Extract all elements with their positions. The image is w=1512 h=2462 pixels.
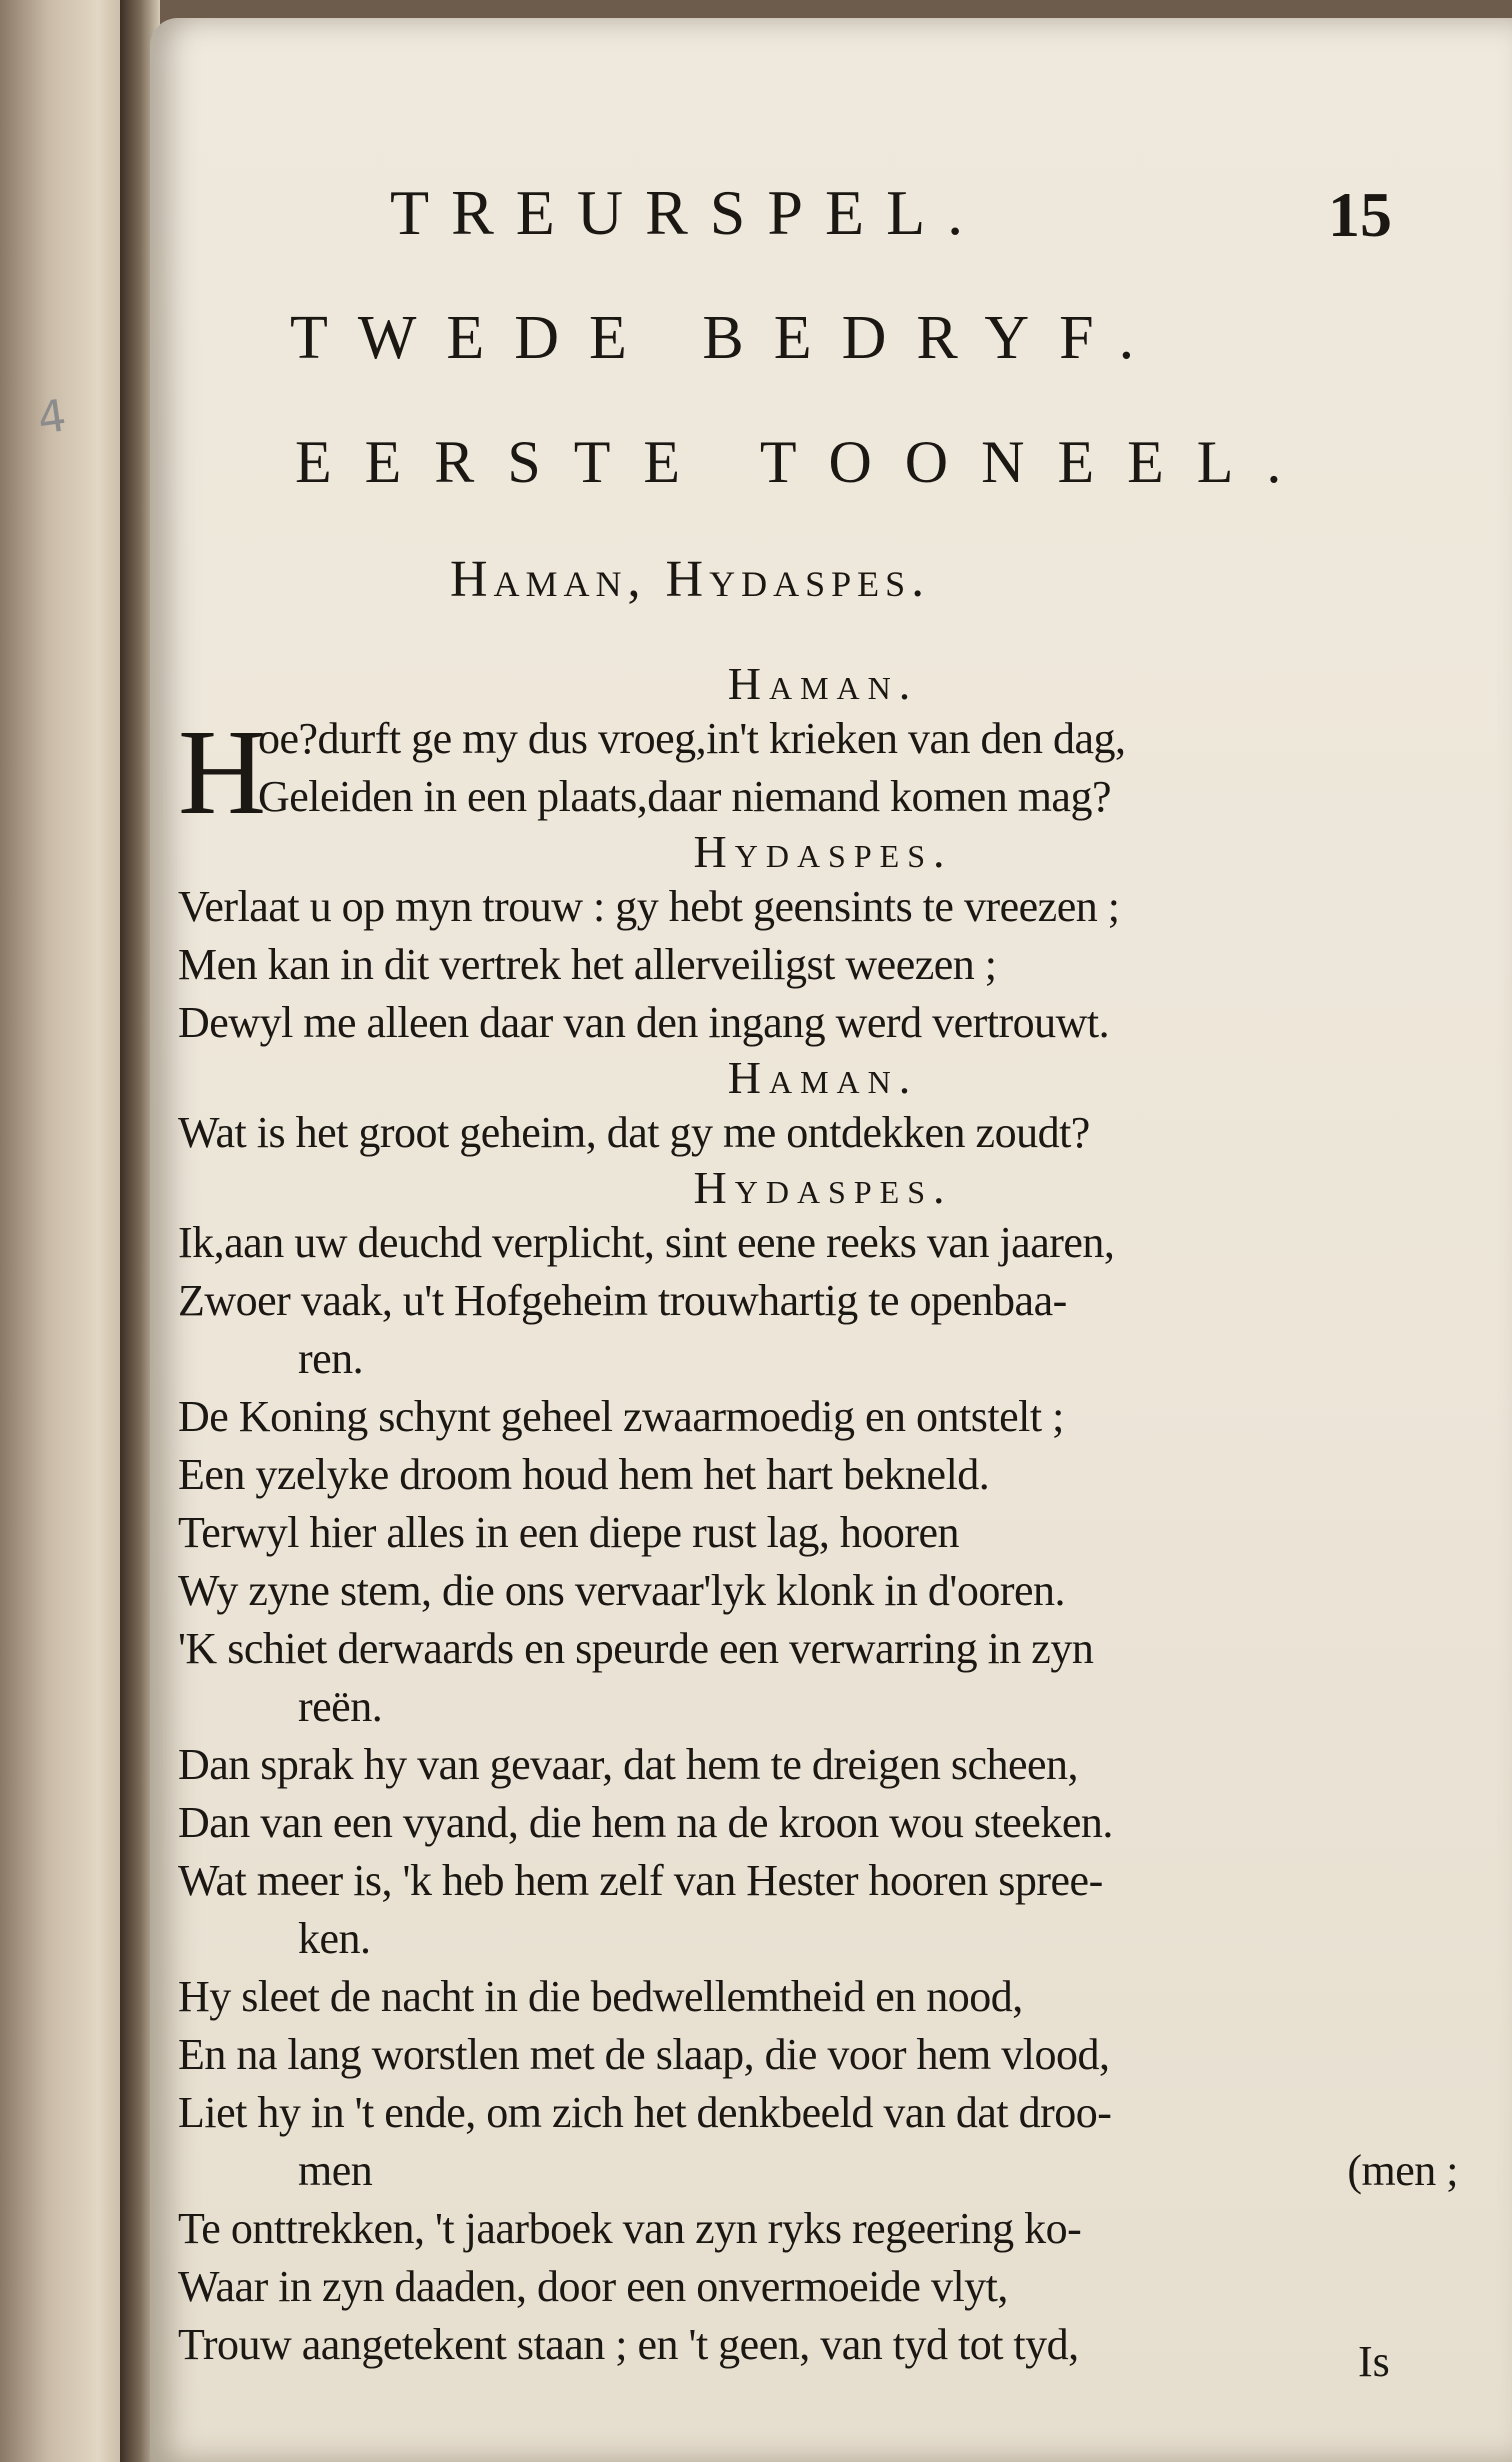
drop-capital: H: [178, 705, 267, 840]
verse-line: Verlaat u op myn trouw : gy hebt geensints te vreezen ;: [178, 882, 1120, 931]
verse-line: Liet hy in 't ende, om zich het denkbeeld van dat droo-: [178, 2088, 1112, 2137]
verse-line: En na lang worstlen met de slaap, die voor hem vlood,: [178, 2030, 1110, 2079]
character-list: Haman, Hydaspes.: [450, 551, 931, 608]
catchword: Is: [1358, 2337, 1390, 2386]
verse-line: Een yzelyke droom houd hem het hart bekneld.: [178, 1450, 990, 1499]
speaker-name: Hydaspes.: [693, 826, 953, 877]
verse-line: oe?durft ge my dus vroeg,in't krieken van den dag,: [258, 714, 1126, 763]
opening-verse: [178, 705, 1468, 840]
verse-line: 'K schiet derwaards en speurde een verwarring in zyn: [178, 1624, 1094, 1673]
verse-line: Wat is het groot geheim, dat gy me ontdekken zoudt?: [178, 1108, 1090, 1157]
verse-line: Geleiden in een plaats,daar niemand komen mag?: [258, 772, 1111, 821]
verse-line: Terwyl hier alles in een diepe rust lag, hooren: [178, 1508, 960, 1557]
scene-title: EERSTE TOONEEL.: [295, 429, 1315, 495]
verse-line-split: [178, 2142, 1468, 2200]
act-title: TWEDE BEDRYF.: [290, 304, 1165, 372]
verse-line: Te onttrekken, 't jaarboek van zyn ryks regeering ko-: [178, 2204, 1082, 2253]
verse-line: Dewyl me alleen daar van den ingang werd vertrouwt.: [178, 998, 1110, 1047]
dialogue-block: [178, 658, 1468, 2374]
verse-line-continuation: ren.: [298, 1334, 364, 1383]
verse-line: Dan van een vyand, die hem na de kroon wou steeken.: [178, 1798, 1113, 1847]
left-page-edge: [0, 0, 140, 2462]
verse-line: Trouw aangetekent staan ; en 't geen, van tyd tot tyd,: [178, 2320, 1079, 2369]
page-number: 15: [1328, 179, 1392, 250]
verse-line-continuation: ken.: [298, 1914, 371, 1963]
speaker-name: Haman.: [727, 1052, 919, 1103]
verse-line: Men kan in dit vertrek het allerveiligst weezen ;: [178, 940, 997, 989]
split-line-left: men: [298, 2146, 373, 2195]
verse-line-continuation: reën.: [298, 1682, 383, 1731]
verse-line: Wy zyne stem, die ons vervaar'lyk klonk in d'ooren.: [178, 1566, 1066, 1615]
pencil-mark: 4: [34, 390, 70, 445]
verse-line: Hy sleet de nacht in die bedwellemtheid en nood,: [178, 1972, 1023, 2021]
split-line-right: (men ;: [1347, 2146, 1458, 2195]
speaker-name: Haman.: [727, 658, 919, 709]
verse-line: Waar in zyn daaden, door een onvermoeide vlyt,: [178, 2262, 1008, 2311]
running-head: TREURSPEL.: [390, 177, 986, 248]
verse-line: Wat meer is, 'k heb hem zelf van Hester hooren spree-: [178, 1856, 1103, 1905]
verse-line: De Koning schynt geheel zwaarmoedig en ontstelt ;: [178, 1392, 1064, 1441]
verse-line: Zwoer vaak, u't Hofgeheim trouwhartig te openbaa-: [178, 1276, 1067, 1325]
speaker-name: Hydaspes.: [693, 1162, 953, 1213]
verse-line: Dan sprak hy van gevaar, dat hem te dreigen scheen,: [178, 1740, 1079, 1789]
book-page: [150, 18, 1512, 2462]
verse-line: Ik,aan uw deuchd verplicht, sint eene reeks van jaaren,: [178, 1218, 1115, 1267]
